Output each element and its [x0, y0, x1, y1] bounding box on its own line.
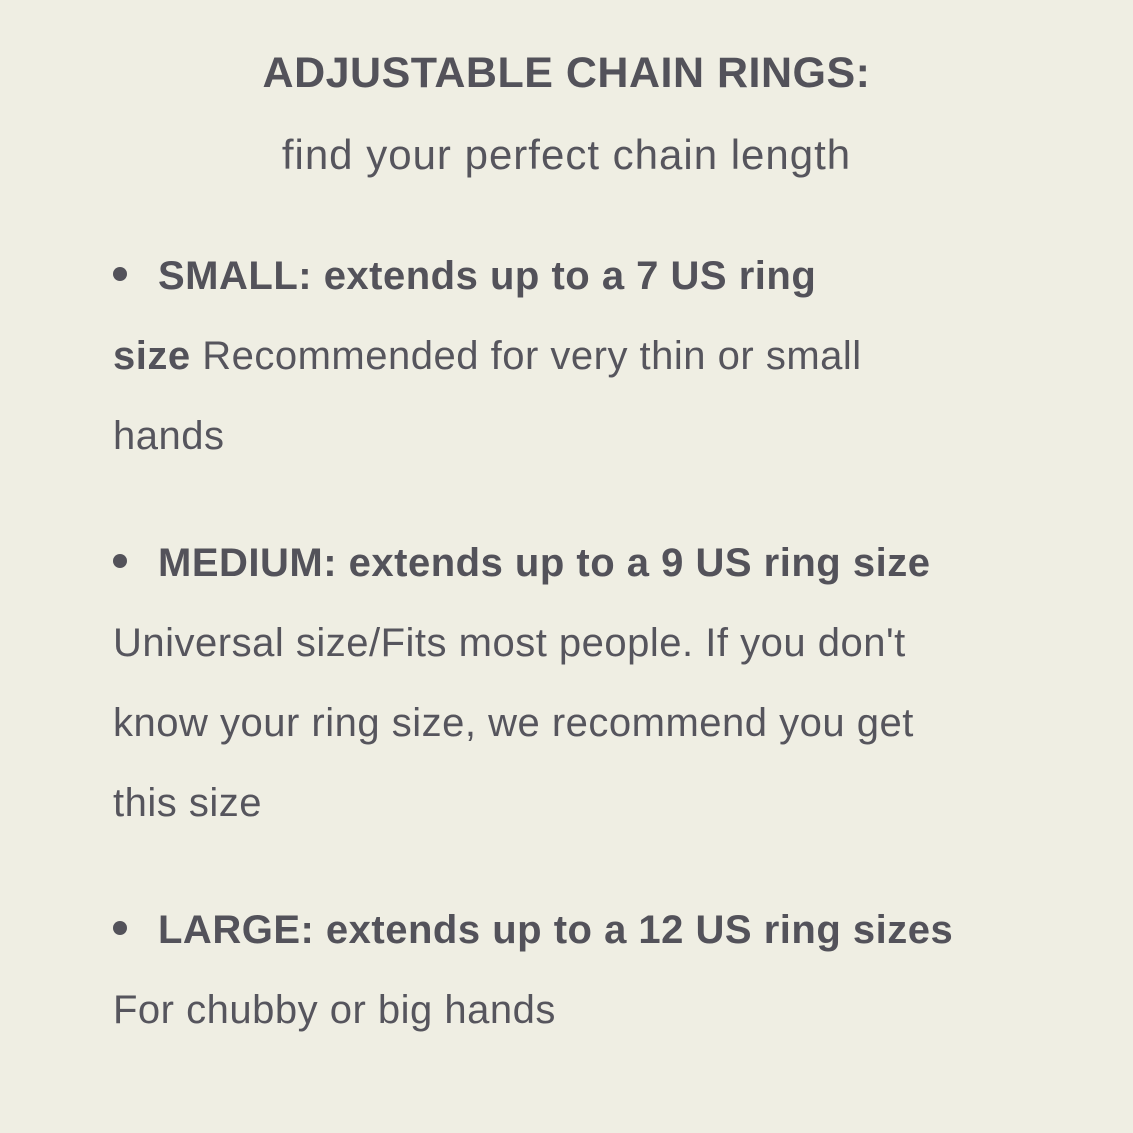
bullet-icon [113, 267, 127, 281]
text-line [113, 316, 1093, 396]
size-label-text: LARGE: extends up to a 12 US ring sizes [158, 908, 954, 952]
text-line [113, 523, 1093, 603]
text-line [113, 236, 1093, 316]
text-line [113, 603, 1093, 683]
text-line [113, 763, 1093, 843]
size-guide-list [113, 236, 1093, 1050]
size-description-text: Universal size/Fits most people. If you don't [113, 621, 906, 665]
size-description-text: hands [113, 414, 225, 458]
size-description-text: For chubby or big hands [113, 988, 556, 1032]
size-label-text: size [113, 334, 191, 378]
page-title: ADJUSTABLE CHAIN RINGS: [262, 49, 871, 97]
bullet-icon [113, 921, 127, 935]
text-line [113, 683, 1093, 763]
size-description-text: Recommended for very thin or small [190, 334, 862, 378]
text-line [113, 970, 1093, 1050]
bullet-icon [113, 554, 127, 568]
size-label-text: SMALL: extends up to a 7 US ring [158, 254, 817, 298]
header [0, 0, 1133, 184]
list-item-medium [113, 523, 1093, 843]
text-line [113, 890, 1093, 970]
page-subtitle: find your perfect chain length [281, 131, 852, 178]
size-description-text: this size [113, 781, 262, 825]
size-description-text: know your ring size, we recommend you get [113, 701, 914, 745]
text-line [113, 396, 1093, 476]
list-item-large [113, 890, 1093, 1050]
list-item-small [113, 236, 1093, 476]
size-label-text: MEDIUM: extends up to a 9 US ring size [158, 541, 931, 585]
